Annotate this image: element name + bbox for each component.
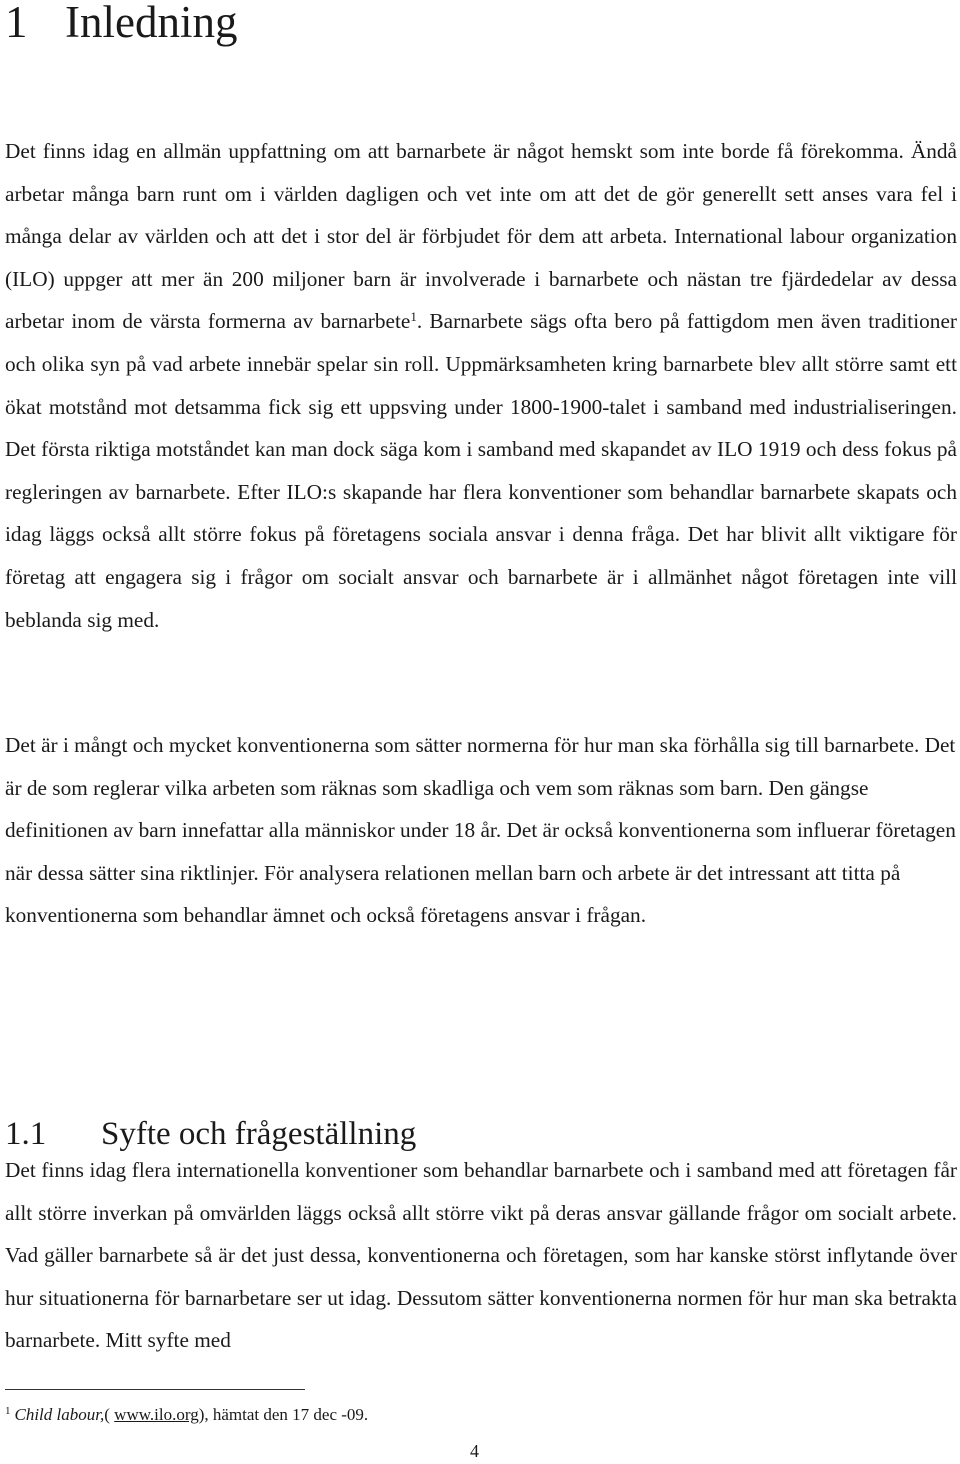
- footnote: [5, 1403, 368, 1427]
- paragraph-text: Det finns idag en allmän uppfattning om att barnarbete är något hemskt som inte borde få förekomma. Ändå arbetar många barn runt om i världen dagligen och vet inte om att det de gör generellt sett anses vara fel i många delar av världen och att det i stor del är förbjudet för dem att arbeta. International labour organization (ILO) uppger att mer än 200 miljoner barn är involverade i barnarbete och nästan tre fjärdedelar av dessa arbetar inom de värsta formerna av barnarbete: [5, 139, 957, 334]
- chapter-heading: [5, 0, 237, 52]
- section-title: Syfte och frågeställning: [101, 1116, 417, 1152]
- page-number: 4: [470, 1441, 479, 1461]
- footnote-divider: [5, 1389, 305, 1390]
- footnote-source-title: Child labour,: [14, 1405, 105, 1424]
- footnote-reference[interactable]: 1: [410, 309, 417, 325]
- footnote-retrieved-text: ), hämtat den 17 dec -09.: [198, 1405, 369, 1424]
- footnote-open-paren: (: [104, 1405, 115, 1424]
- footnote-link[interactable]: www.ilo.org: [114, 1405, 199, 1424]
- chapter-number: 1: [5, 0, 28, 47]
- paragraph-text-continued: . Barnarbete sägs ofta bero på fattigdom men även traditioner och olika syn på vad arbete innebär spelar sin roll. Uppmärksamheten kring barnarbete blev allt större samt ett ökat motstånd mot detsamma fick sig ett uppsving under 1800-1900-talet i samband med industrialiseringen. Det första riktiga motståndet kan man dock säga kom i samband med skapandet av ILO 1919 och dess fokus på regleringen av barnarbete. Efter ILO:s skapande har flera konventioner som behandlar barnarbete skapats och idag läggs också allt större fokus på företagens sociala ansvar i denna fråga. Det har blivit allt viktigare för företag att engagera sig i frågor om socialt ansvar och barnarbete är i allmänhet något företagen inte vill beblanda sig med.: [5, 309, 957, 632]
- conventions-paragraph: Det är i mångt och mycket konventionerna som sätter normerna för hur man ska förhålla sig till barnarbete. Det är de som reglerar vilka arbeten som räknas som skadliga och vem som räknas som barn. Den gängse definitionen av barn innefattar alla människor under 18 år. Det är också konventionerna som influerar företagen när dessa sätter sina riktlinjer. För analysera relationen mellan barn och arbete är det intressant att titta på konventionerna som behandlar ämnet och också företagens ansvar i frågan.: [5, 733, 956, 928]
- purpose-paragraph: Det finns idag flera internationella konventioner som behandlar barnarbete och i samband med att företagen får allt större inverkan på omvärlden läggs också allt större vikt på deras ansvar gällande frågor om socialt arbete. Vad gäller barnarbete så är det just dessa, konventionerna och företagen, som har kanske störst inflytande över hur situationerna för barnarbetare ser ut idag. Dessutom sätter konventionerna normen för hur man ska betrakta barnarbete. Mitt syfte med: [5, 1158, 957, 1353]
- chapter-title: Inledning: [65, 0, 238, 47]
- intro-paragraph: [5, 130, 957, 641]
- footnote-number: 1: [5, 1405, 11, 1417]
- section-number: 1.1: [5, 1116, 47, 1152]
